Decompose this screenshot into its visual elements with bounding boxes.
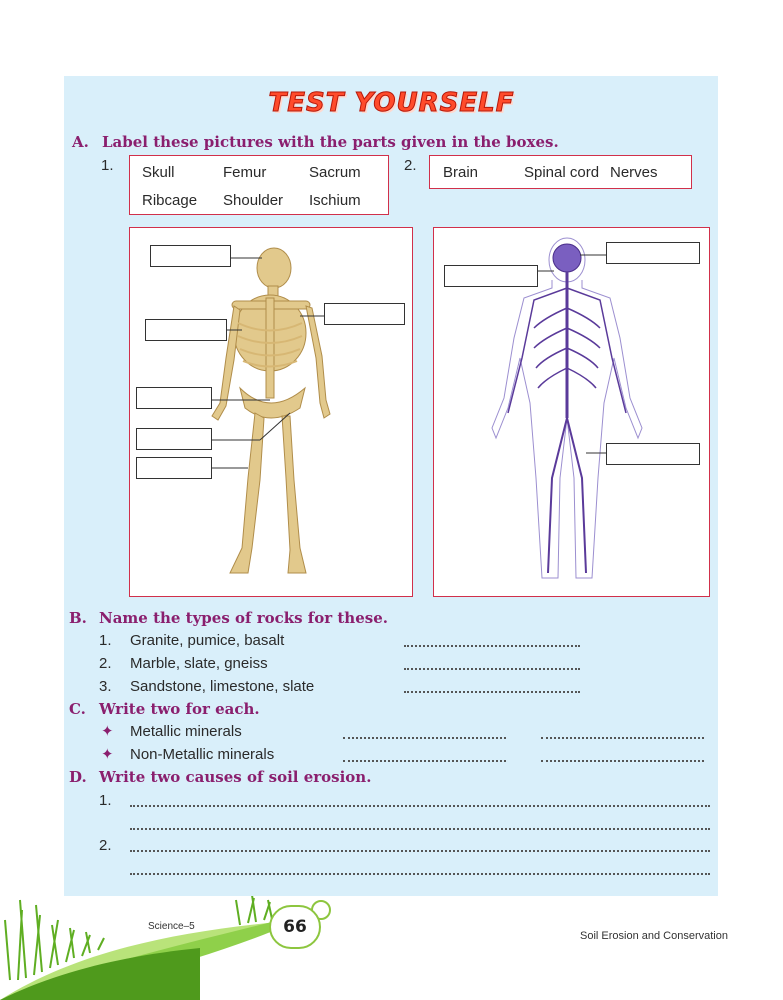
word-box-1	[129, 155, 389, 215]
rock-item-3-text: Sandstone, limestone, slate	[130, 678, 315, 695]
page-title: TEST YOURSELF	[268, 88, 515, 118]
erosion-answer-1a[interactable]	[130, 805, 710, 807]
label-box-brain[interactable]	[606, 242, 700, 264]
word-brain: Brain	[443, 164, 479, 181]
label-box-sacrum[interactable]	[136, 387, 212, 409]
page-number: 66	[269, 905, 321, 949]
mineral-item-1: Metallic minerals	[130, 723, 242, 740]
section-b-title: Name the types of rocks for these.	[99, 609, 388, 627]
word-shoulder: Shoulder	[223, 192, 284, 209]
word-nerves: Nerves	[610, 164, 658, 181]
section-a-heading	[72, 133, 559, 151]
mineral-answer-1b[interactable]	[541, 737, 704, 739]
rock-item-1-text: Granite, pumice, basalt	[130, 632, 285, 649]
mineral-answer-2a[interactable]	[343, 760, 506, 762]
label-box-nerves[interactable]	[606, 443, 700, 465]
erosion-answer-1b[interactable]	[130, 828, 710, 830]
label-box-skull[interactable]	[150, 245, 231, 267]
skeleton-illustration	[130, 228, 411, 595]
rock-item-1-number: 1.	[99, 632, 112, 649]
nervous-system-figure	[433, 227, 710, 597]
word-ribcage: Ribcage	[142, 192, 198, 209]
mineral-item-2: Non-Metallic minerals	[130, 746, 275, 763]
rock-item-2-text: Marble, slate, gneiss	[130, 655, 268, 672]
word-skull: Skull	[142, 164, 175, 181]
rock-answer-2[interactable]	[404, 668, 580, 670]
word-femur: Femur	[223, 164, 267, 181]
word-sacrum: Sacrum	[309, 164, 361, 181]
star-bullet-icon: ✦	[101, 722, 114, 740]
figure-2-number: 2.	[404, 157, 417, 174]
erosion-answer-2a[interactable]	[130, 850, 710, 852]
section-b-heading	[69, 609, 388, 627]
erosion-item-2-number: 2.	[99, 837, 112, 854]
section-a-title: Label these pictures with the parts given in the boxes.	[102, 133, 559, 151]
section-d-title: Write two causes of soil erosion.	[99, 768, 372, 786]
section-b-letter: B.	[69, 609, 87, 627]
mineral-answer-1a[interactable]	[343, 737, 506, 739]
section-d-heading	[69, 768, 371, 786]
skeleton-figure	[129, 227, 413, 597]
star-bullet-icon: ✦	[101, 745, 114, 763]
label-box-ischium[interactable]	[136, 428, 212, 450]
footer-chapter: Soil Erosion and Conservation	[580, 930, 728, 942]
word-spinal-cord: Spinal cord	[524, 164, 600, 181]
label-box-shoulder[interactable]	[324, 303, 405, 325]
erosion-item-1-number: 1.	[99, 792, 112, 809]
rock-answer-1[interactable]	[404, 645, 580, 647]
rock-answer-3[interactable]	[404, 691, 580, 693]
figure-1-number: 1.	[101, 157, 114, 174]
rock-item-2-number: 2.	[99, 655, 112, 672]
footer-subject: Science–5	[148, 921, 195, 932]
label-box-femur[interactable]	[136, 457, 212, 479]
mineral-answer-2b[interactable]	[541, 760, 704, 762]
word-ischium: Ischium	[309, 192, 361, 209]
erosion-answer-2b[interactable]	[130, 873, 710, 875]
label-box-spinal-cord[interactable]	[444, 265, 538, 287]
label-box-ribcage[interactable]	[145, 319, 227, 341]
section-c-heading	[69, 700, 260, 718]
rock-item-3-number: 3.	[99, 678, 112, 695]
section-d-letter: D.	[69, 768, 87, 786]
section-a-letter: A.	[72, 133, 89, 151]
word-box-2	[429, 155, 692, 189]
section-c-letter: C.	[69, 700, 86, 718]
section-c-title: Write two for each.	[99, 700, 260, 718]
